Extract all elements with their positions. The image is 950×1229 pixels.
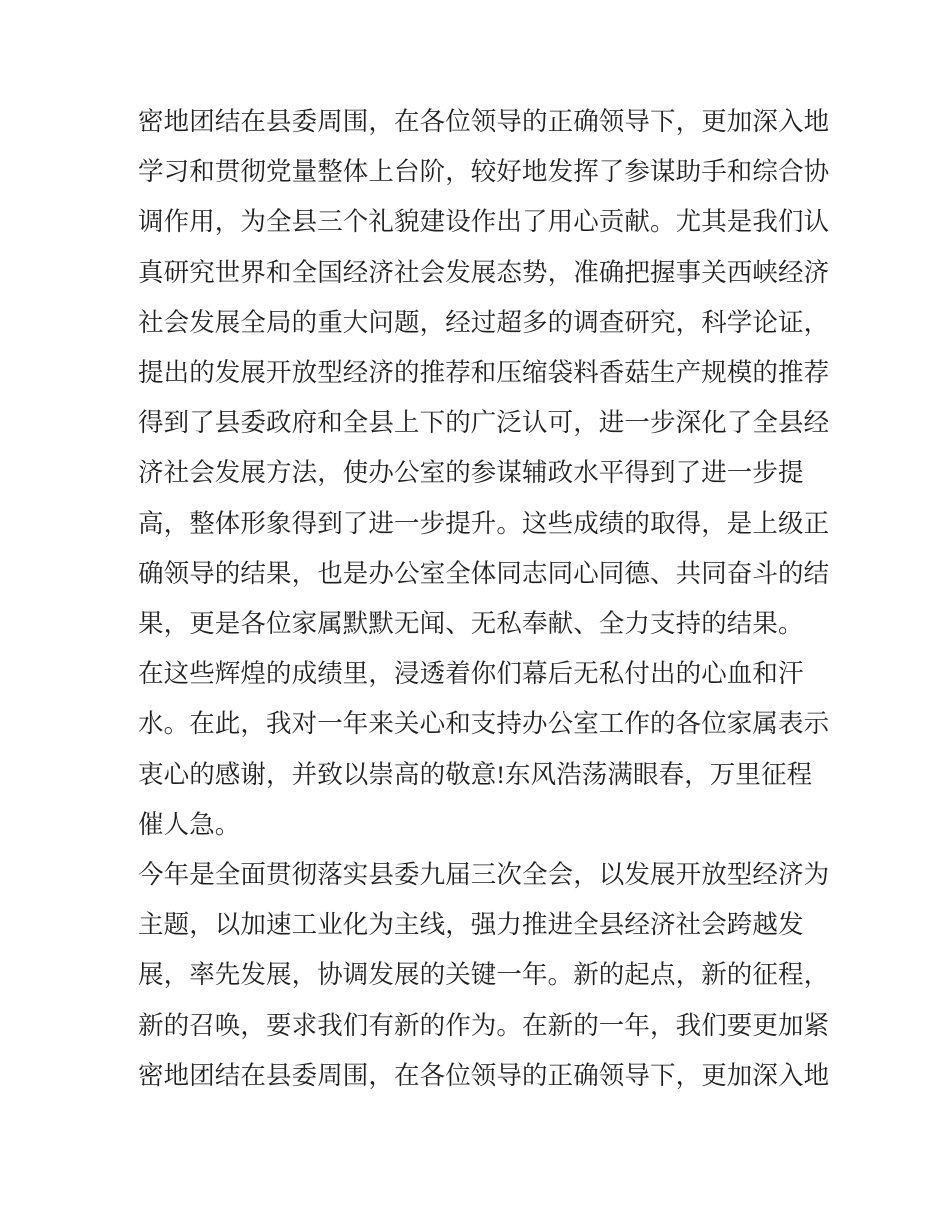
- document-body: [138, 97, 838, 1101]
- text-line: 展，率先发展，协调发展的关键一年。新的起点，新的征程，: [138, 960, 830, 990]
- paragraph: [138, 649, 838, 850]
- text-line: 果，更是各位家属默默无闻、无私奉献、全力支持的结果。: [138, 609, 804, 639]
- text-line: 提出的发展开放型经济的推荐和压缩袋料香菇生产规模的推荐: [138, 358, 830, 388]
- text-line: 学习和贯彻党量整体上台阶，较好地发挥了参谋助手和综合协: [138, 157, 830, 187]
- text-line: 济社会发展方法，使办公室的参谋辅政水平得到了进一步提: [138, 458, 804, 488]
- text-line: 高，整体形象得到了进一步提升。这些成绩的取得，是上级正: [138, 508, 830, 538]
- text-line: 真研究世界和全国经济社会发展态势，准确把握事关西峡经济: [138, 257, 830, 287]
- text-line: 新的召唤，要求我们有新的作为。在新的一年，我们要更加紧: [138, 1010, 830, 1040]
- text-line: 社会发展全局的重大问题，经过超多的调查研究，科学论证，: [138, 307, 830, 337]
- text-line: 水。在此，我对一年来关心和支持办公室工作的各位家属表示: [138, 709, 830, 739]
- paragraph: [138, 850, 838, 1101]
- text-line: 得到了县委政府和全县上下的广泛认可，进一步深化了全县经: [138, 408, 830, 438]
- text-line: 今年是全面贯彻落实县委九届三次全会，以发展开放型经济为: [138, 860, 830, 890]
- paragraph: [138, 97, 838, 649]
- text-line: 在这些辉煌的成绩里，浸透着你们幕后无私付出的心血和汗: [138, 659, 804, 689]
- text-line: 密地团结在县委周围，在各位领导的正确领导下，更加深入地: [138, 107, 830, 136]
- text-line: 密地团结在县委周围，在各位领导的正确领导下，更加深入地: [138, 1060, 830, 1090]
- text-line: 确领导的结果，也是办公室全体同志同心同德、共同奋斗的结: [138, 558, 830, 588]
- text-line: 调作用，为全县三个礼貌建设作出了用心贡献。尤其是我们认: [138, 207, 830, 237]
- text-line: 衷心的感谢，并致以崇高的敬意!东风浩荡满眼春，万里征程: [138, 759, 813, 789]
- text-line: 催人急。: [138, 809, 241, 839]
- text-line: 主题，以加速工业化为主线，强力推进全县经济社会跨越发: [138, 910, 804, 940]
